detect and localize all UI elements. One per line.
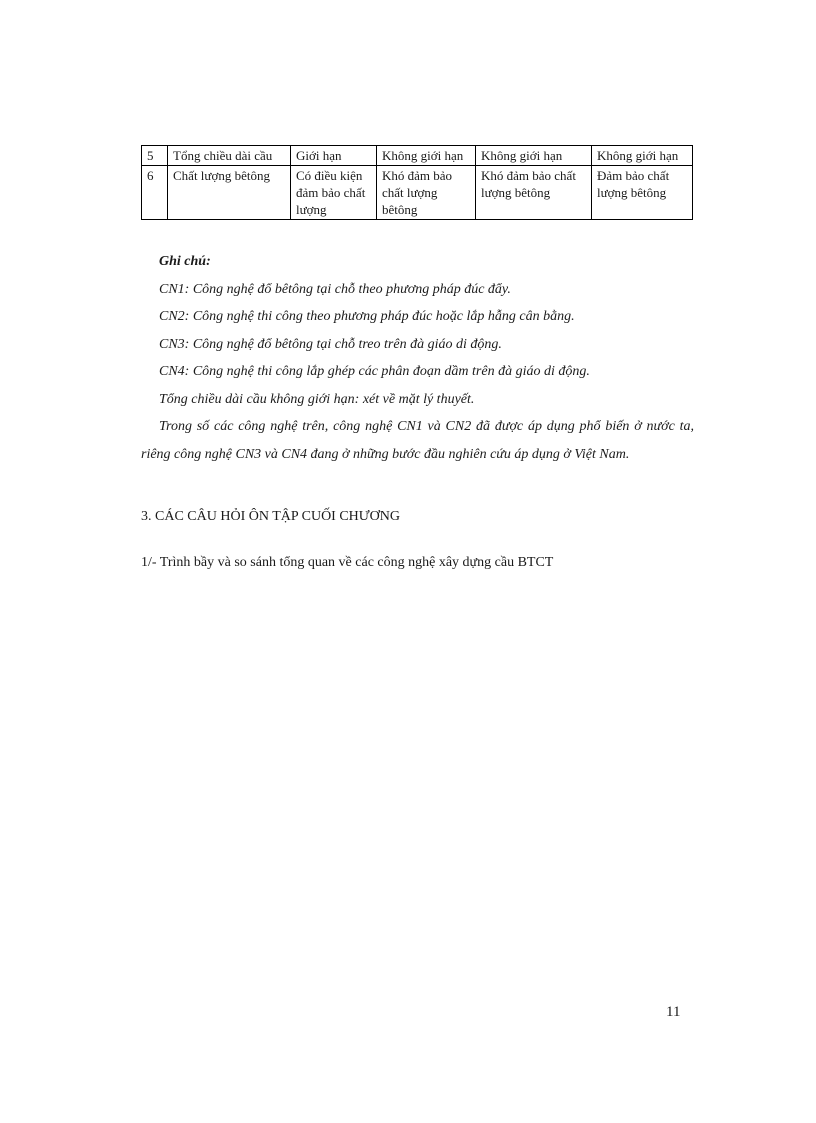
notes-title: Ghi chú: — [159, 254, 211, 269]
cn1-cell: Có điều kiện đảm bảo chất lượng — [291, 166, 377, 220]
cn2-cell: Khó đảm bảo chất lượng bêtông — [377, 166, 476, 220]
cn4-cell: Không giới hạn — [592, 146, 693, 166]
cn3-cell: Khó đảm bảo chất lượng bêtông — [476, 166, 592, 220]
criterion-cell: Tổng chiều dài cầu — [168, 146, 291, 166]
row-number: 5 — [142, 146, 168, 166]
notes-block — [141, 248, 694, 468]
note-item: Tổng chiều dài cầu không giới hạn: xét về mặt lý thuyết. — [159, 391, 475, 407]
page-number: 11 — [666, 1004, 681, 1020]
table-row — [142, 146, 693, 166]
cn3-cell: Không giới hạn — [476, 146, 592, 166]
question-item: 1/- Trình bầy và so sánh tổng quan về các công nghệ xây dựng cầu BTCT — [141, 555, 554, 570]
note-item: CN4: Công nghệ thi công lắp ghép các phân đoạn dầm trên đà giáo di động. — [159, 364, 590, 379]
note-item: Trong số các công nghệ trên, công nghệ CN1 và CN2 đã được áp dụng phổ biến ở nước ta, riêng công nghệ CN3 và CN4 đang ở những bước đầu nghiên cứu áp dụng ở Việt Nam. — [141, 419, 694, 462]
cn2-cell: Không giới hạn — [377, 146, 476, 166]
comparison-table — [141, 145, 693, 220]
note-item: CN2: Công nghệ thi công theo phương pháp đúc hoặc lắp hẫng cân bằng. — [159, 309, 575, 324]
section-heading: 3. CÁC CÂU HỎI ÔN TẬP CUỐI CHƯƠNG — [141, 509, 400, 524]
cn1-cell: Giới hạn — [291, 146, 377, 166]
criterion-cell: Chất lượng bêtông — [168, 166, 291, 220]
note-item: CN1: Công nghệ đổ bêtông tại chỗ theo phương pháp đúc đẩy. — [159, 281, 511, 297]
table-row — [142, 166, 693, 220]
cn4-cell: Đảm bảo chất lượng bêtông — [592, 166, 693, 220]
note-item: CN3: Công nghệ đổ bêtông tại chỗ treo trên đà giáo di động. — [159, 336, 502, 352]
row-number: 6 — [142, 166, 168, 220]
